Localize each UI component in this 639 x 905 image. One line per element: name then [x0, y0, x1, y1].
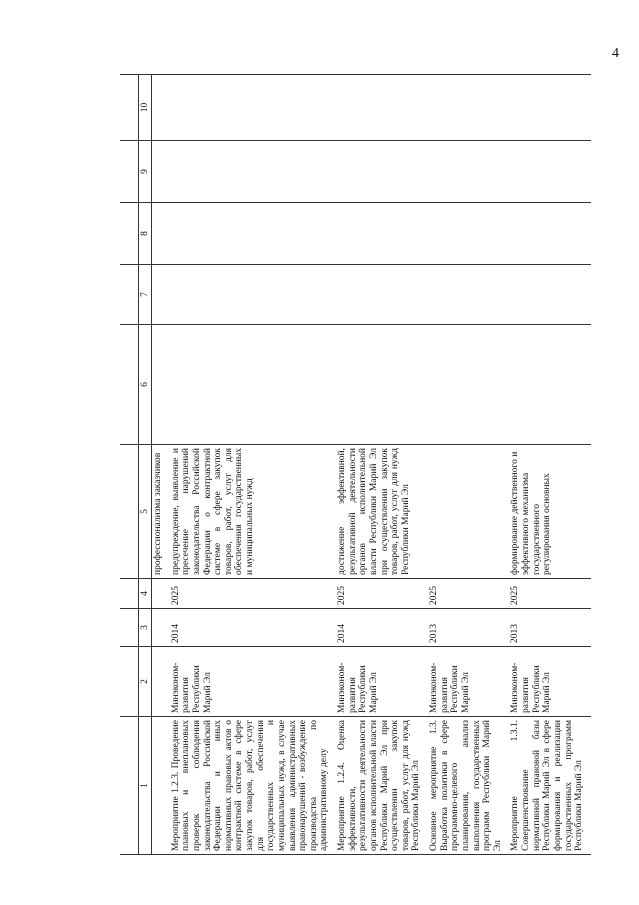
result-cell: предупреждение, выявление и пресечение нарушений законодательства Российской Федерации о контрактной системе в сфере закупок товаров, работ, услуг для обеспечения государственных и муниципальных нужд	[170, 445, 336, 579]
executor-cell: Минэконом-развития Республики Марий Эл	[509, 647, 590, 717]
executor-cell: Минэконом-развития Республики Марий Эл	[336, 647, 428, 717]
activity-cell	[152, 717, 170, 855]
col-header: 9	[139, 141, 152, 203]
end-year-cell: 2025	[509, 579, 590, 609]
col-header: 8	[139, 203, 152, 265]
col-header: 5	[139, 445, 152, 579]
executor-cell: Минэконом-развития Республики Марий Эл	[428, 647, 509, 717]
col-header: 10	[139, 75, 152, 141]
top-blank-row	[120, 75, 139, 855]
page-number: 4	[612, 46, 619, 61]
result-cell: профессионализма заказчиков	[152, 445, 170, 579]
table-row	[509, 75, 590, 855]
start-year-cell: 2014	[170, 609, 336, 647]
activity-cell: Основное мероприятие 1.3. Выработка политики в сфере программно-целевого планирования, анализ выполнения государственных программ Республики Марий Эл	[428, 717, 509, 855]
start-year-cell	[152, 609, 170, 647]
executor-cell: Минэконом-развития Республики Марий Эл	[170, 647, 336, 717]
header-row	[139, 75, 152, 855]
col-header: 7	[139, 265, 152, 325]
start-year-cell: 2014	[336, 609, 428, 647]
activity-cell: Мероприятие 1.2.3. Проведение плановых и внеплановых проверок соблюдения законодательства Российской Федерации и иных нормативных правовых актов о контрактной системе в сфере закупок товаров, работ, услуг для обеспечения государственных и муниципальных нужд, в случае выявления административных правонарушений - возбуждение производства по административному делу	[170, 717, 336, 855]
end-year-cell	[152, 579, 170, 609]
table-row	[428, 75, 509, 855]
table-row	[152, 75, 170, 855]
end-year-cell: 2025	[170, 579, 336, 609]
end-year-cell: 2025	[336, 579, 428, 609]
start-year-cell: 2013	[428, 609, 509, 647]
program-table	[120, 74, 591, 855]
activity-cell: Мероприятие 1.3.1. Совершенствование нормативной правовой базы Республики Марий Эл в сфере формирования и реализации государственных программ Республики Марий Эл	[509, 717, 590, 855]
col-header: 6	[139, 325, 152, 445]
result-cell	[428, 445, 509, 579]
end-year-cell: 2025	[428, 579, 509, 609]
activity-cell: Мероприятие 1.2.4. Оценка эффективности, результативности деятельности органов исполнительной власти Республики Марий Эл при осуществлении закупок товаров, работ, услуг для нужд Республики Марий Эл	[336, 717, 428, 855]
col-header: 2	[139, 647, 152, 717]
result-cell: формирование действенного и эффективного механизма государственного регулирования основных	[509, 445, 590, 579]
col-header: 3	[139, 609, 152, 647]
table-row	[170, 75, 336, 855]
result-cell: достижение эффективной, результативной деятельности органов исполнительной власти Республики Марий Эл при осуществлении закупок товаров, работ, услуг для нужд Республики Марий Эл	[336, 445, 428, 579]
executor-cell	[152, 647, 170, 717]
col-header: 1	[139, 717, 152, 855]
start-year-cell: 2013	[509, 609, 590, 647]
rotated-table-sheet	[120, 75, 639, 855]
col-header: 4	[139, 579, 152, 609]
table-row	[336, 75, 428, 855]
